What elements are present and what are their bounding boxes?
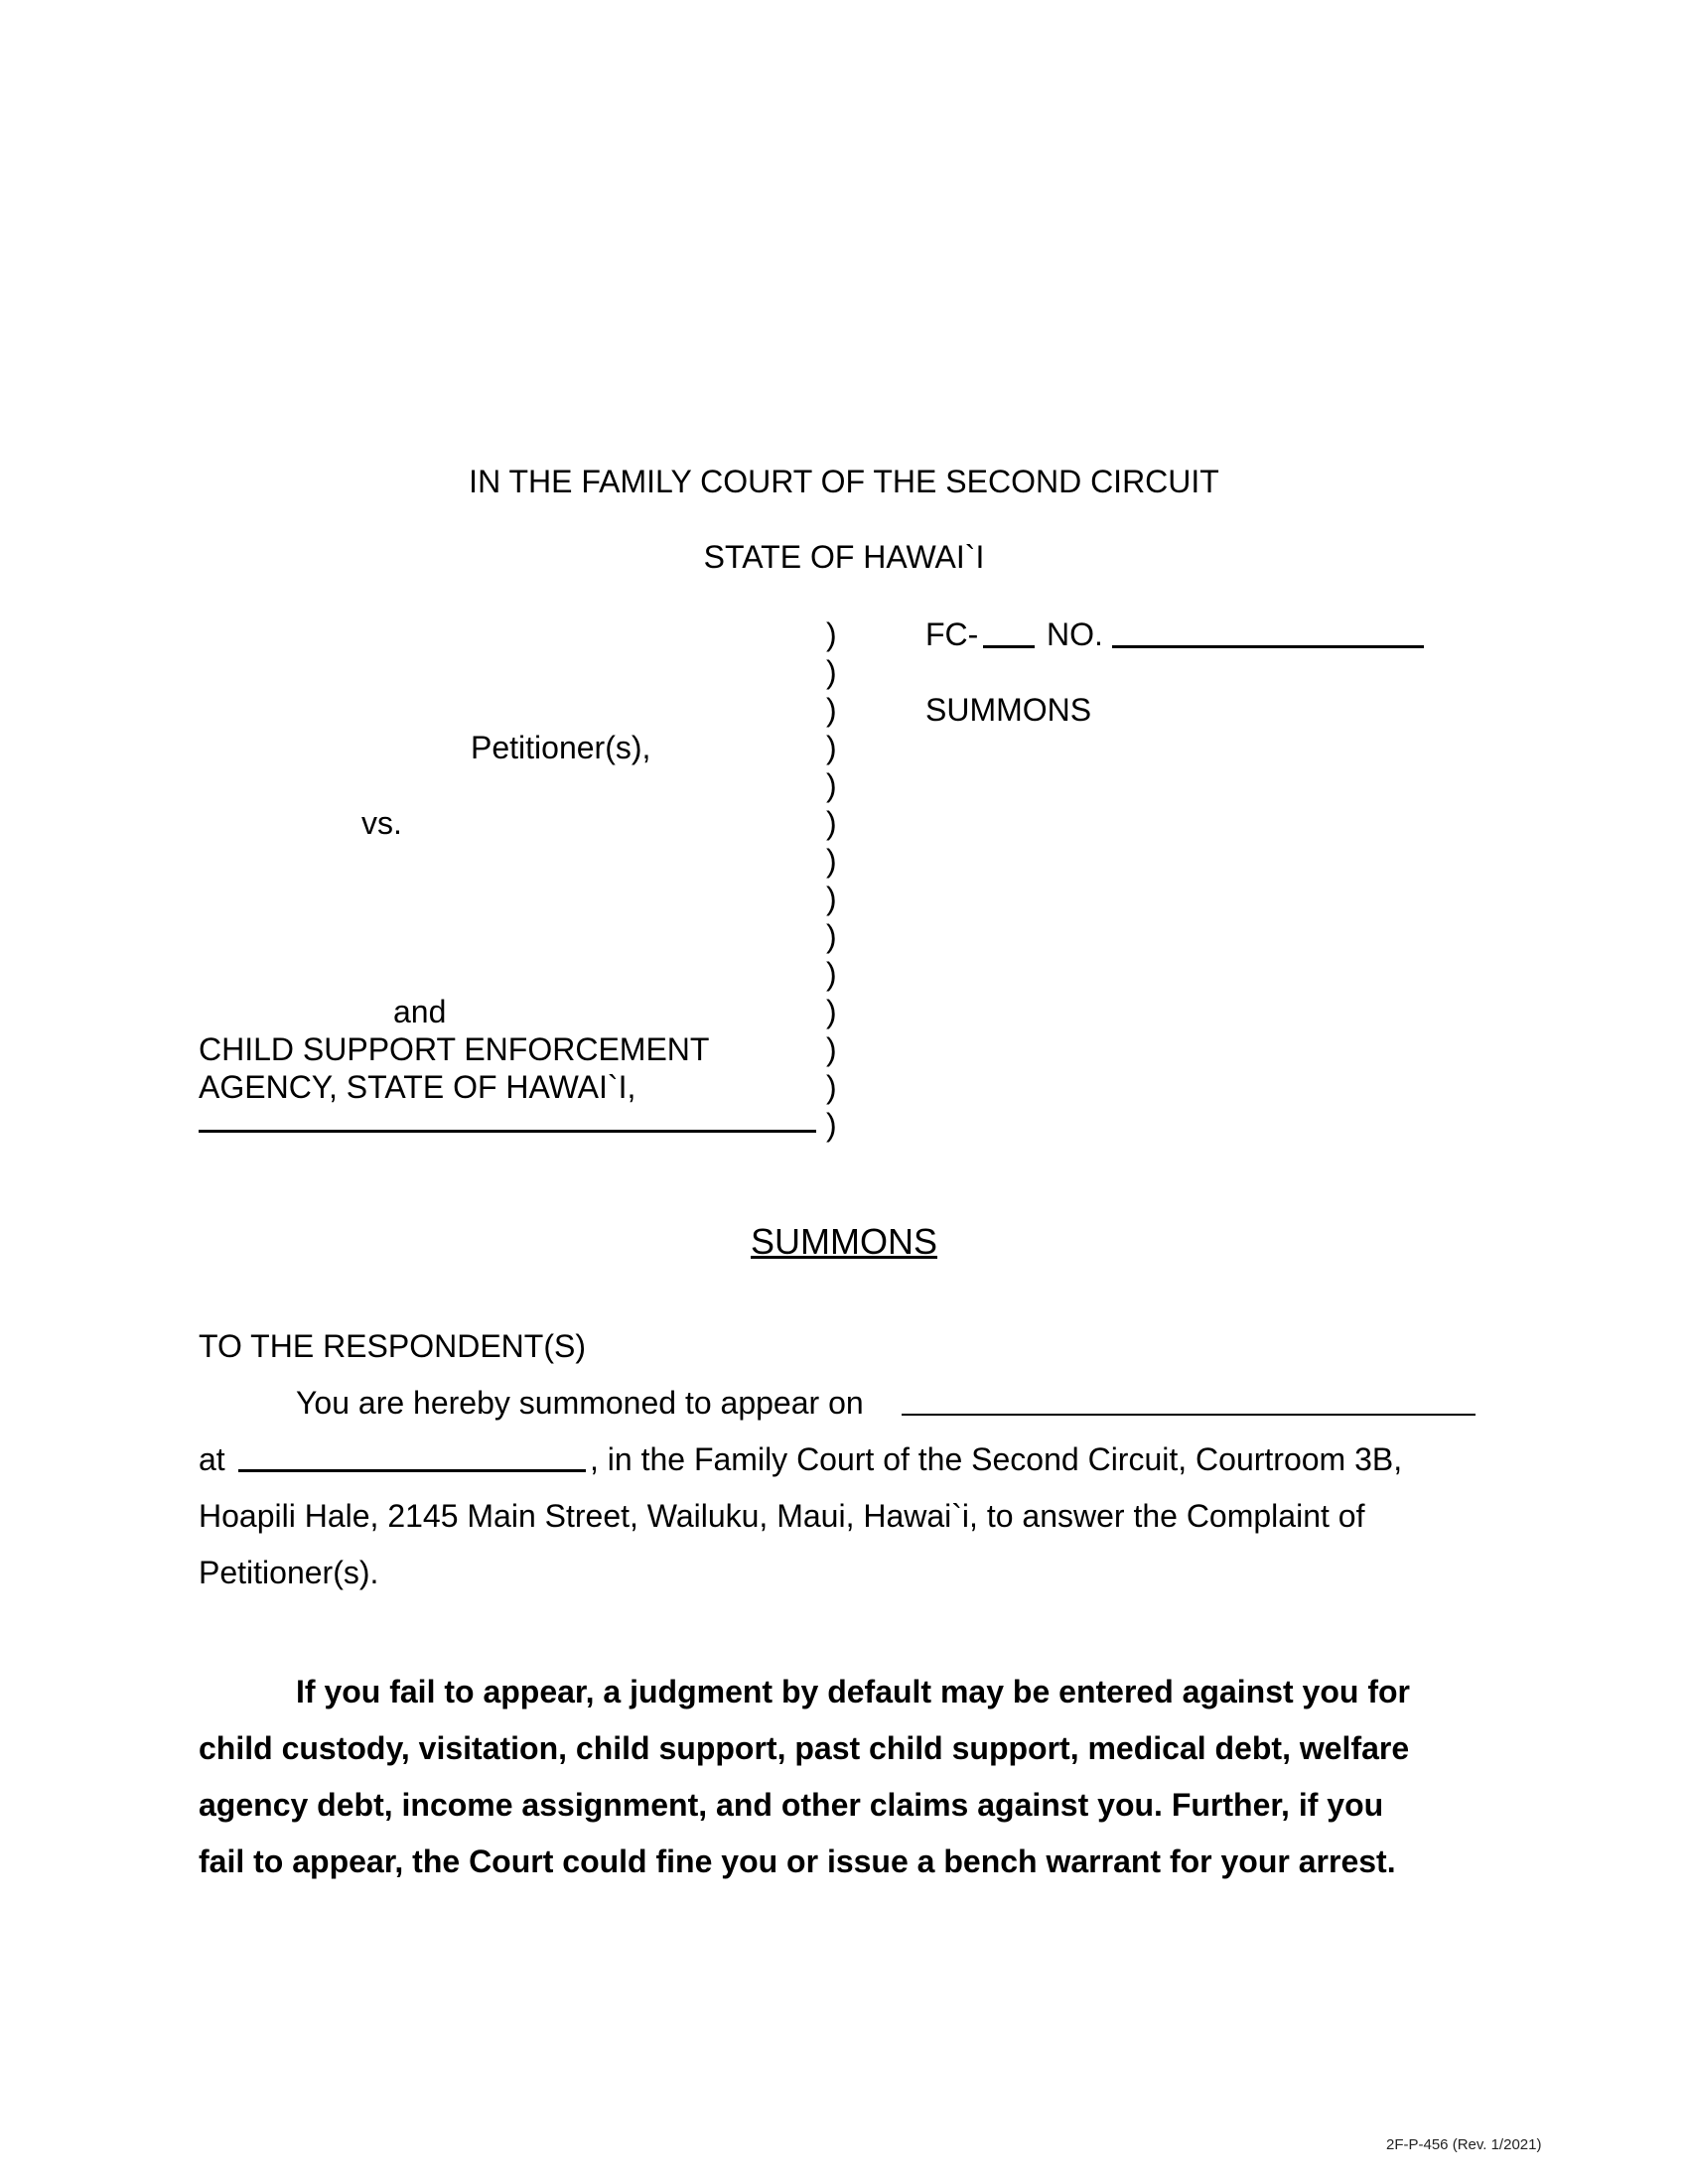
caption-paren: ) <box>826 1069 837 1105</box>
warning-line-2: child custody, visitation, child support, past child support, medical debt, welfare <box>199 1730 1410 1766</box>
caption-paren: ) <box>826 1031 837 1067</box>
caption-paren: ) <box>826 616 837 652</box>
appearance-time-blank[interactable] <box>238 1469 586 1472</box>
caption-paren: ) <box>826 767 837 803</box>
caption-paren: ) <box>826 881 837 916</box>
caption-doc-type: SUMMONS <box>925 692 1092 728</box>
warning-line-1: If you fail to appear, a judgment by default may be entered against you for <box>296 1674 1410 1709</box>
caption-paren: ) <box>826 730 837 765</box>
respondent-name-line[interactable] <box>199 1130 816 1133</box>
at-label: at <box>199 1441 225 1477</box>
location-line-2: Hoapili Hale, 2145 Main Street, Wailuku, Maui, Hawai`i, to answer the Complaint of <box>199 1498 1365 1534</box>
case-number-blank[interactable] <box>1112 645 1424 648</box>
case-number-label: NO. <box>1047 616 1103 652</box>
caption-paren: ) <box>826 692 837 728</box>
caption-paren: ) <box>826 918 837 954</box>
agency-line-2: AGENCY, STATE OF HAWAI`I, <box>199 1069 636 1105</box>
caption-paren: ) <box>826 1107 837 1143</box>
location-line-3: Petitioner(s). <box>199 1555 379 1590</box>
case-type-blank[interactable] <box>983 645 1035 648</box>
petitioner-label: Petitioner(s), <box>471 730 651 765</box>
summoned-text: You are hereby summoned to appear on <box>296 1385 864 1421</box>
location-line-1: , in the Family Court of the Second Circuit, Courtroom 3B, <box>590 1441 1403 1477</box>
case-prefix: FC- <box>925 616 979 652</box>
caption-paren: ) <box>826 805 837 841</box>
appearance-date-blank[interactable] <box>902 1414 1476 1416</box>
warning-line-3: agency debt, income assignment, and other claims against you. Further, if you <box>199 1787 1384 1823</box>
caption-paren: ) <box>826 654 837 690</box>
court-name: IN THE FAMILY COURT OF THE SECOND CIRCUIT <box>469 464 1219 499</box>
court-state: STATE OF HAWAI`I <box>703 539 985 575</box>
and-label: and <box>393 994 447 1029</box>
warning-line-4: fail to appear, the Court could fine you or issue a bench warrant for your arrest. <box>199 1843 1396 1879</box>
caption-paren: ) <box>826 843 837 879</box>
to-respondent-line: TO THE RESPONDENT(S) <box>199 1328 586 1364</box>
vs-label: vs. <box>361 805 402 841</box>
caption-paren: ) <box>826 994 837 1029</box>
summons-heading: SUMMONS <box>751 1221 937 1262</box>
caption-paren: ) <box>826 956 837 992</box>
agency-line-1: CHILD SUPPORT ENFORCEMENT <box>199 1031 710 1067</box>
form-number: 2F-P-456 (Rev. 1/2021) <box>1386 2136 1542 2153</box>
